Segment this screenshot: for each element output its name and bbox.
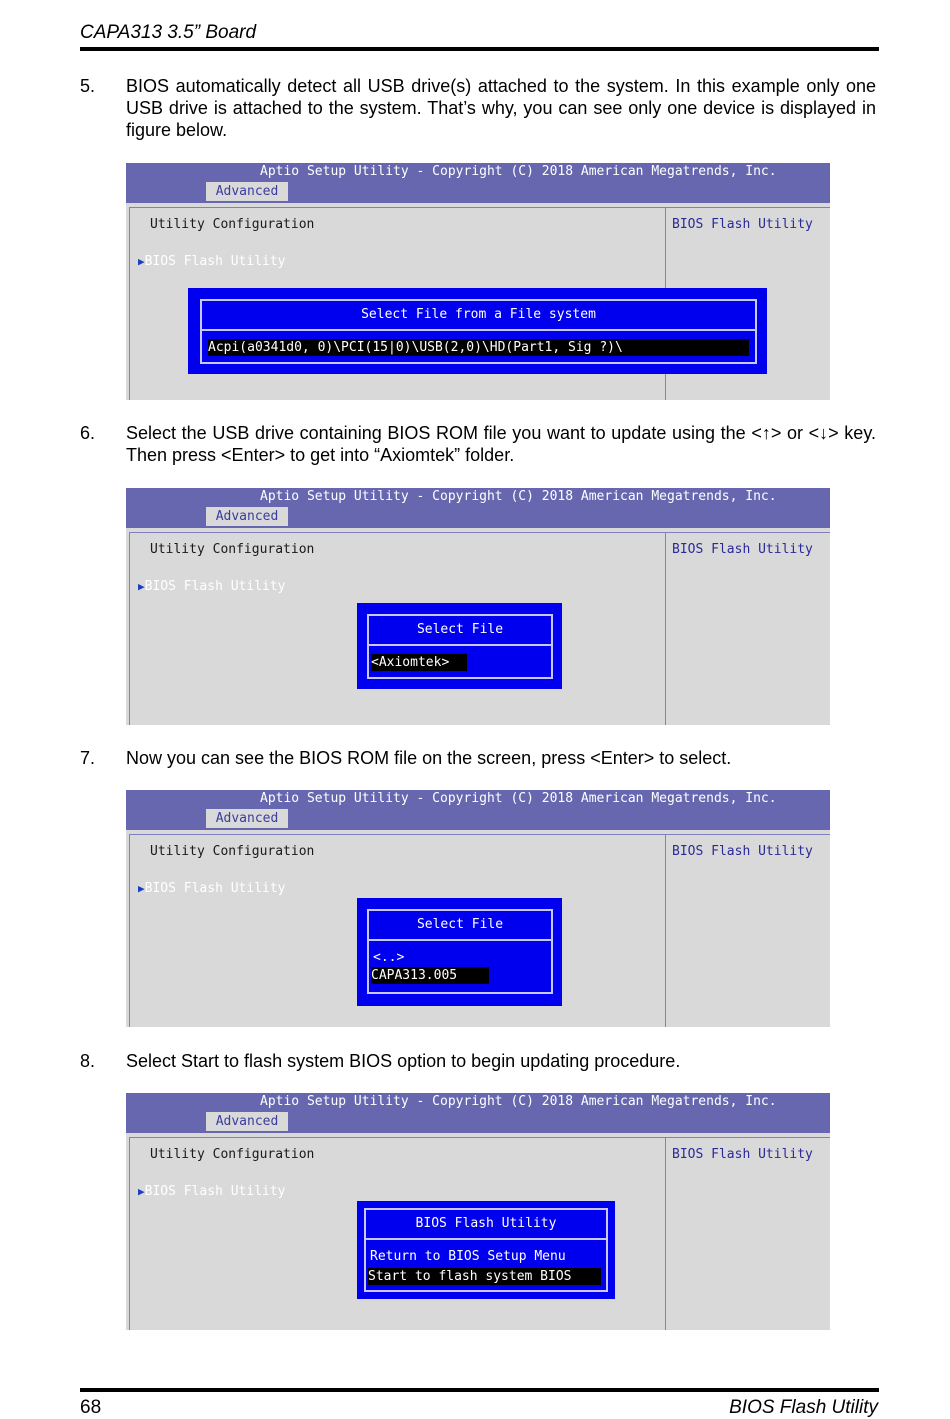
help-text: BIOS Flash Utility	[672, 844, 813, 859]
bios-title-bar	[126, 488, 830, 528]
step-text: Now you can see the BIOS ROM file on the screen, press <Enter> to select.	[126, 748, 732, 768]
tab-advanced[interactable]: Advanced	[206, 182, 288, 201]
step-number: 7.	[80, 748, 96, 768]
step-number: 6.	[80, 423, 96, 443]
document-header-title: CAPA313 3.5” Board	[80, 22, 257, 43]
help-text: BIOS Flash Utility	[672, 1147, 813, 1162]
dialog-separator	[369, 644, 551, 646]
section-heading: Utility Configuration	[150, 542, 315, 557]
step-number: 8.	[80, 1051, 96, 1071]
menu-item-label: BIOS Flash Utility	[144, 254, 286, 269]
dialog-frame	[367, 614, 553, 679]
select-file-dialog	[188, 288, 767, 374]
step-number: 5.	[80, 76, 96, 96]
header-rule	[80, 47, 879, 51]
bios-screenshot-4	[126, 1093, 830, 1330]
dialog-separator	[369, 939, 551, 941]
bios-title-bar	[126, 163, 830, 203]
triangle-right-icon: ▶	[138, 255, 145, 268]
step-text: Select the USB drive containing BIOS ROM file you want to update using the <↑> or <↓> key. Then press <Enter> to get into “Axiomtek” folder.	[126, 423, 876, 465]
dialog-title: Select File	[416, 622, 504, 637]
select-file-dialog	[357, 603, 562, 689]
step-5	[80, 75, 876, 141]
step-6	[80, 422, 876, 466]
bios-title-text: Aptio Setup Utility - Copyright (C) 2018 American Megatrends, Inc.	[260, 489, 777, 504]
select-file-dialog	[357, 898, 562, 1006]
menu-item-bios-flash-utility[interactable]	[138, 579, 286, 594]
section-heading: Utility Configuration	[150, 1147, 315, 1162]
section-heading: Utility Configuration	[150, 844, 315, 859]
bios-screenshot-3	[126, 790, 830, 1027]
tab-advanced[interactable]: Advanced	[206, 1112, 288, 1131]
menu-item-label: BIOS Flash Utility	[144, 579, 286, 594]
step-7	[80, 747, 876, 769]
dialog-frame	[364, 1208, 608, 1292]
start-flash-option[interactable]: Start to flash system BIOS	[368, 1268, 601, 1285]
menu-item-label: BIOS Flash Utility	[144, 1184, 286, 1199]
bios-help-panel	[666, 532, 830, 725]
rom-file-entry[interactable]: CAPA313.005	[371, 967, 489, 984]
menu-item-bios-flash-utility[interactable]	[138, 254, 286, 269]
bios-flash-utility-dialog	[357, 1201, 615, 1299]
tab-advanced[interactable]: Advanced	[206, 809, 288, 828]
step-text: Select Start to flash system BIOS option to begin updating procedure.	[126, 1051, 681, 1071]
parent-folder-entry[interactable]: <..>	[373, 950, 405, 965]
triangle-right-icon: ▶	[138, 1185, 145, 1198]
bios-help-panel	[666, 1137, 830, 1330]
help-text: BIOS Flash Utility	[672, 217, 813, 232]
bios-title-text: Aptio Setup Utility - Copyright (C) 2018 American Megatrends, Inc.	[260, 164, 777, 179]
menu-item-bios-flash-utility[interactable]	[138, 1184, 286, 1199]
bios-screenshot-1	[126, 163, 830, 400]
bios-help-panel	[666, 834, 830, 1027]
dialog-separator	[366, 1238, 606, 1240]
triangle-right-icon: ▶	[138, 580, 145, 593]
bios-title-text: Aptio Setup Utility - Copyright (C) 2018 American Megatrends, Inc.	[260, 1094, 777, 1109]
bios-screenshot-2	[126, 488, 830, 725]
bios-title-bar	[126, 790, 830, 830]
return-to-setup-option[interactable]: Return to BIOS Setup Menu	[370, 1249, 566, 1264]
folder-entry[interactable]: <Axiomtek>	[371, 654, 467, 671]
page-number: 68	[80, 1397, 102, 1418]
dialog-title: BIOS Flash Utility	[415, 1216, 557, 1231]
dialog-title: Select File	[416, 917, 504, 932]
dialog-separator	[202, 329, 755, 331]
file-system-entry[interactable]: Acpi(a0341d0, 0)\PCI(15|0)\USB(2,0)\HD(Part1, Sig ?)\	[208, 339, 749, 356]
bios-title-bar	[126, 1093, 830, 1133]
bios-title-text: Aptio Setup Utility - Copyright (C) 2018 American Megatrends, Inc.	[260, 791, 777, 806]
dialog-frame	[200, 299, 757, 364]
triangle-right-icon: ▶	[138, 882, 145, 895]
menu-item-label: BIOS Flash Utility	[144, 881, 286, 896]
footer-rule	[80, 1388, 879, 1392]
step-8	[80, 1050, 876, 1072]
menu-item-bios-flash-utility[interactable]	[138, 881, 286, 896]
section-heading: Utility Configuration	[150, 217, 315, 232]
tab-advanced[interactable]: Advanced	[206, 507, 288, 526]
dialog-frame	[367, 909, 553, 994]
footer-section-title: BIOS Flash Utility	[729, 1397, 878, 1418]
dialog-title: Select File from a File system	[361, 307, 596, 322]
step-text: BIOS automatically detect all USB drive(s) attached to the system. In this example only one USB drive is attached to the system. That’s why, you can see only one device is displayed in figure below.	[126, 76, 876, 140]
help-text: BIOS Flash Utility	[672, 542, 813, 557]
